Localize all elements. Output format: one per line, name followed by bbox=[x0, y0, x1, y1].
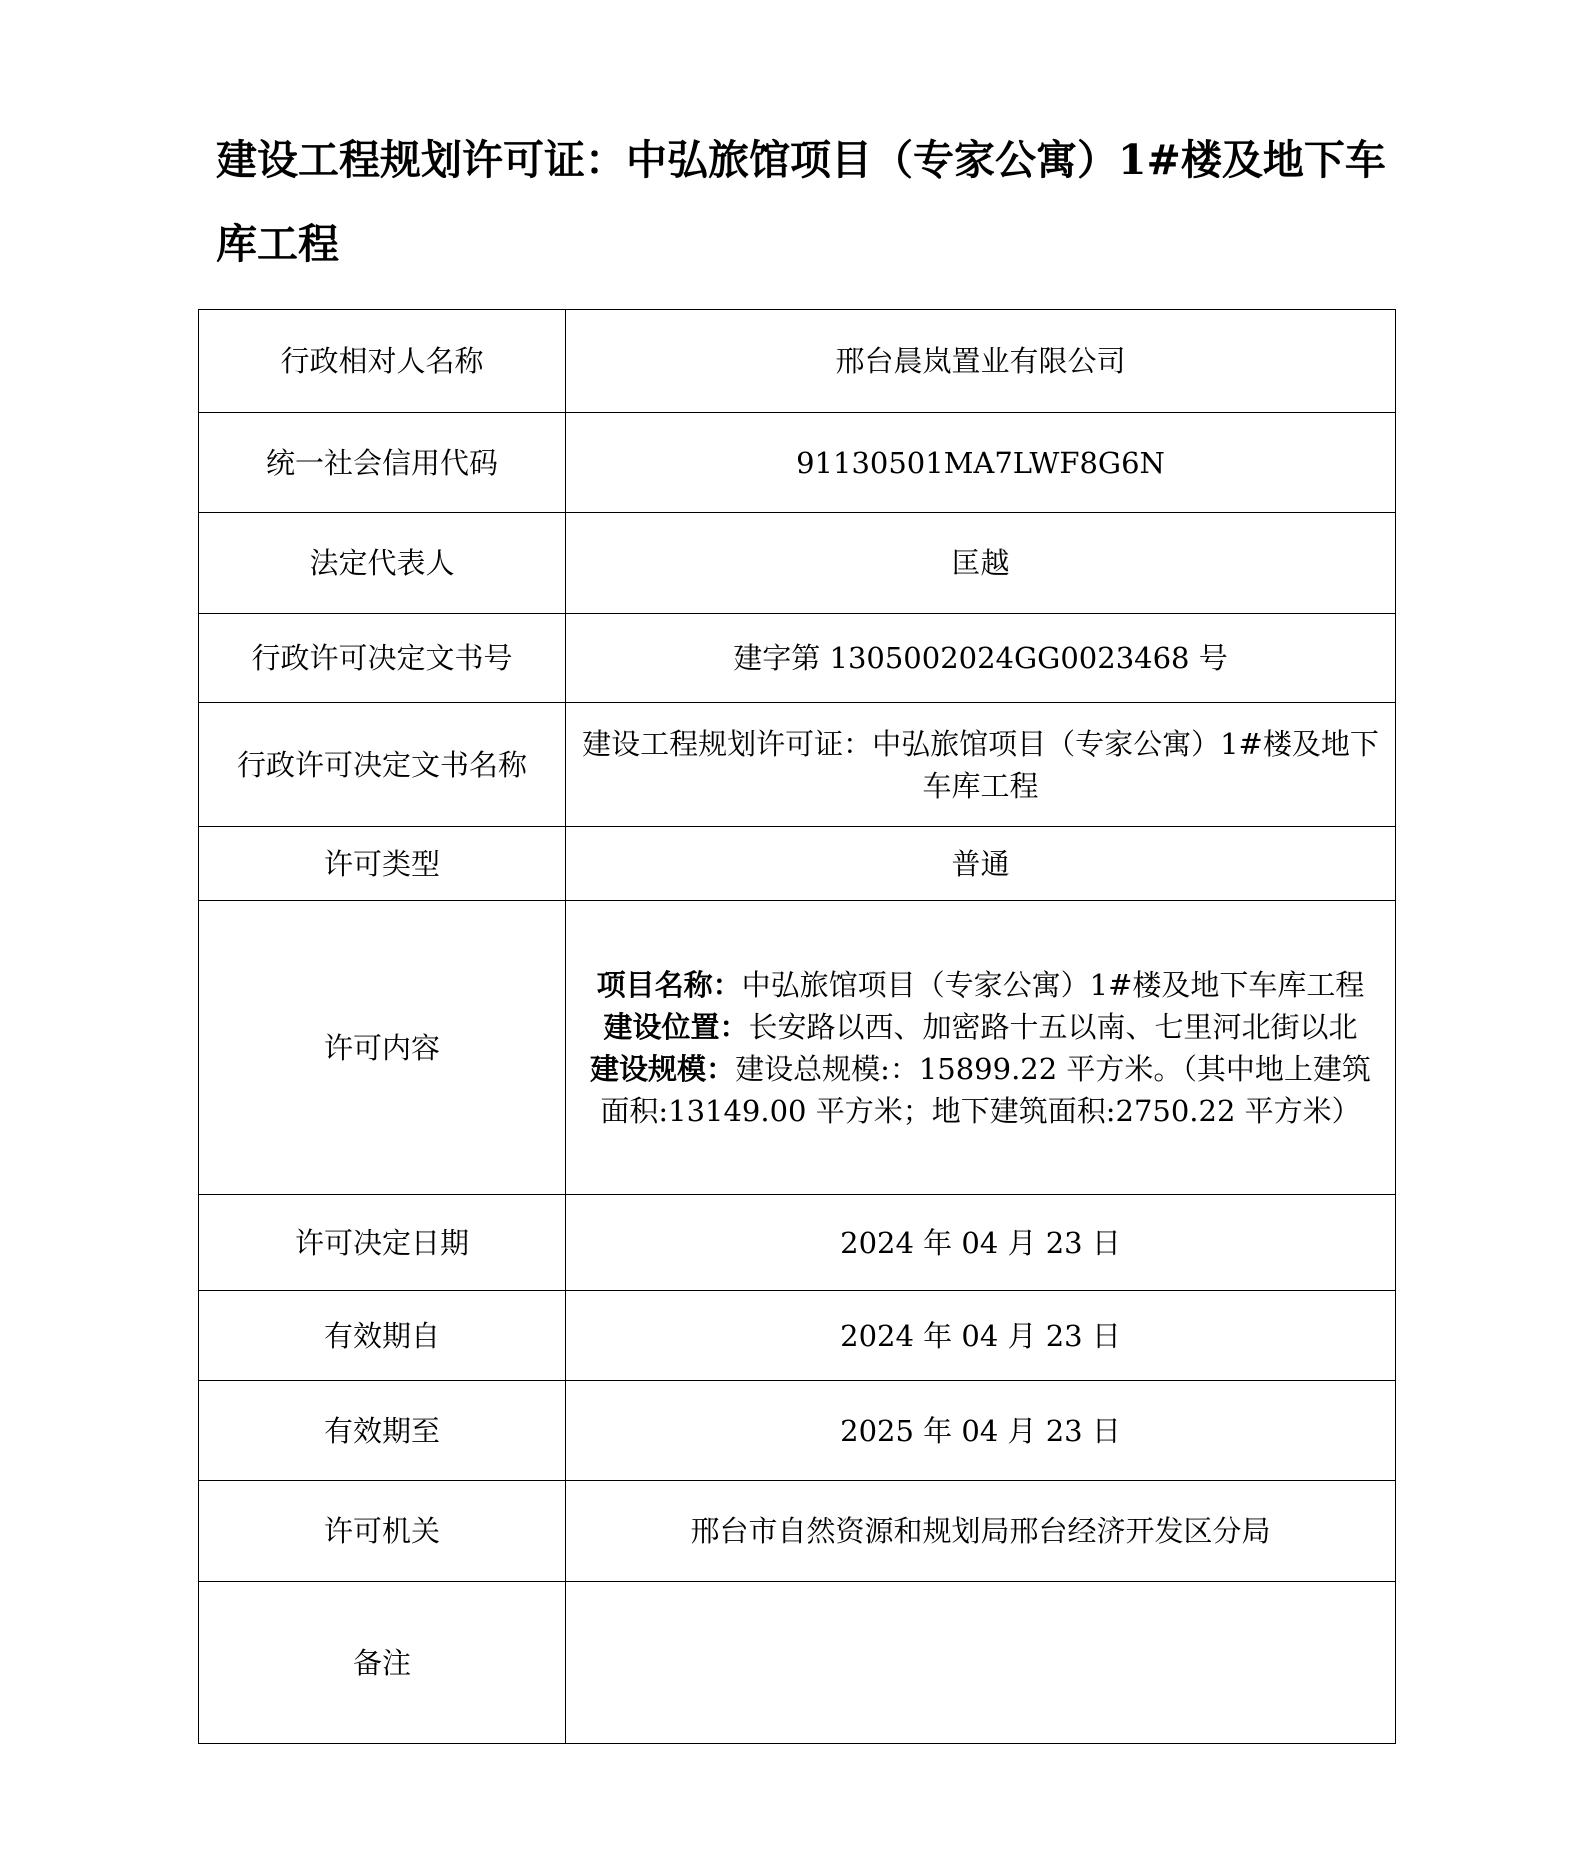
row-value-decision-number: 建字第 1305002024GG0023468 号 bbox=[566, 614, 1396, 703]
row-value-valid-to: 2025 年 04 月 23 日 bbox=[566, 1381, 1396, 1481]
table-row bbox=[199, 413, 1396, 513]
permit-content-project-name bbox=[580, 964, 1381, 1006]
row-label-remarks: 备注 bbox=[199, 1582, 566, 1744]
row-label-permit-content: 许可内容 bbox=[199, 901, 566, 1195]
row-value-decision-name: 建设工程规划许可证：中弘旅馆项目（专家公寓）1#楼及地下车库工程 bbox=[566, 703, 1396, 827]
table-row bbox=[199, 1381, 1396, 1481]
permit-info-table bbox=[198, 309, 1396, 1744]
row-value-credit-code: 91130501MA7LWF8G6N bbox=[566, 413, 1396, 513]
row-label-permit-type: 许可类型 bbox=[199, 827, 566, 901]
row-label-decision-date: 许可决定日期 bbox=[199, 1195, 566, 1291]
row-value-permit-content bbox=[566, 901, 1396, 1195]
row-value-remarks bbox=[566, 1582, 1396, 1744]
table-row bbox=[199, 513, 1396, 614]
row-label-credit-code: 统一社会信用代码 bbox=[199, 413, 566, 513]
row-label-legal-representative: 法定代表人 bbox=[199, 513, 566, 614]
row-label-decision-number: 行政许可决定文书号 bbox=[199, 614, 566, 703]
table-row bbox=[199, 703, 1396, 827]
table-row bbox=[199, 1291, 1396, 1381]
permit-content-text: 长安路以西、加密路十五以南、七里河北街以北 bbox=[748, 1009, 1358, 1044]
row-label-party-name: 行政相对人名称 bbox=[199, 310, 566, 413]
row-value-party-name: 邢台晨岚置业有限公司 bbox=[566, 310, 1396, 413]
row-label-valid-to: 有效期至 bbox=[199, 1381, 566, 1481]
row-value-decision-date: 2024 年 04 月 23 日 bbox=[566, 1195, 1396, 1291]
table-row bbox=[199, 1195, 1396, 1291]
row-value-permit-authority: 邢台市自然资源和规划局邢台经济开发区分局 bbox=[566, 1481, 1396, 1582]
row-label-permit-authority: 许可机关 bbox=[199, 1481, 566, 1582]
table-row bbox=[199, 827, 1396, 901]
permit-content-key: 建设位置： bbox=[603, 1009, 749, 1044]
table-row bbox=[199, 1481, 1396, 1582]
row-value-legal-representative: 匡越 bbox=[566, 513, 1396, 614]
permit-content-text: 建设总规模:：15899.22 平方米。（其中地上建筑面积:13149.00 平方米；地下建筑面积:2750.22 平方米） bbox=[600, 1051, 1371, 1128]
document-title: 建设工程规划许可证：中弘旅馆项目（专家公寓）1#楼及地下车库工程 bbox=[216, 136, 1386, 268]
table-row bbox=[199, 901, 1396, 1195]
table-row bbox=[199, 614, 1396, 703]
row-label-decision-name: 行政许可决定文书名称 bbox=[199, 703, 566, 827]
table-row bbox=[199, 1582, 1396, 1744]
permit-content-text: 中弘旅馆项目（专家公寓）1#楼及地下车库工程 bbox=[741, 967, 1365, 1002]
row-value-permit-type: 普通 bbox=[566, 827, 1396, 901]
permit-content-scale bbox=[580, 1048, 1381, 1132]
row-value-valid-from: 2024 年 04 月 23 日 bbox=[566, 1291, 1396, 1381]
permit-content-key: 建设规模： bbox=[590, 1051, 736, 1086]
permit-content-location bbox=[580, 1006, 1381, 1048]
row-label-valid-from: 有效期自 bbox=[199, 1291, 566, 1381]
table-row bbox=[199, 310, 1396, 413]
permit-content-key: 项目名称： bbox=[596, 967, 742, 1002]
